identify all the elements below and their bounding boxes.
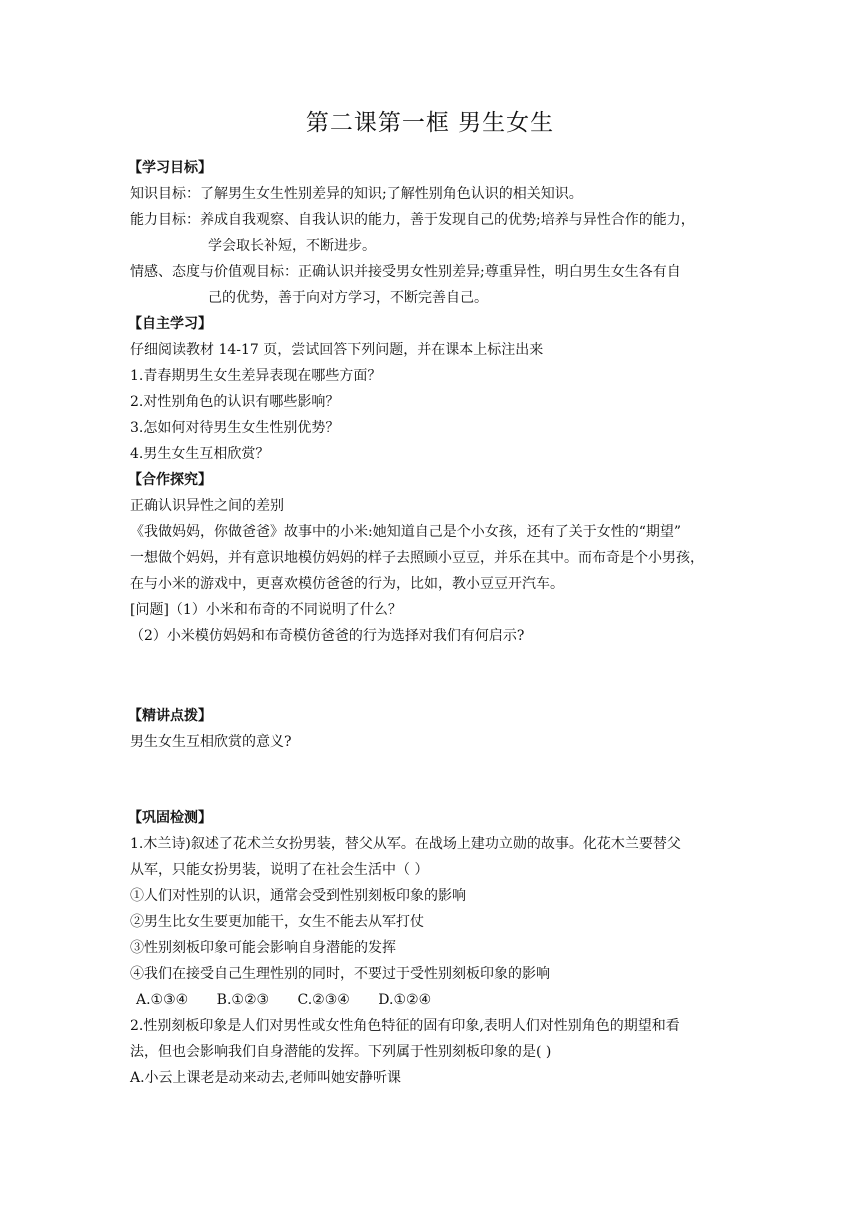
explain-question: 男生女生互相欣赏的意义? (130, 734, 292, 750)
self-study-question-3: 3.怎如何对待男生女生性别优势？ (130, 420, 340, 436)
self-study-question-2: 2.对性别角色的认识有哪些影响？ (130, 394, 340, 410)
option-b: B.①②③ (216, 992, 270, 1008)
option-c: C.②③④ (297, 992, 350, 1008)
check-q1-options (136, 990, 746, 1010)
check-q1-stem: 1.木兰诗)叙述了花术兰女扮男装，替父从军。在战场上建功立勋的故事。化花木兰要替父 (130, 836, 681, 852)
story-line-2: 一想做个妈妈，并有意识地模仿妈妈的样子去照顾小豆豆，并乐在其中。而布奇是个小男孩， (130, 550, 704, 566)
check-q2-stem-continued: 法，但也会影响我们自身潜能的发挥。下列属于性别刻板印象的是( ) (130, 1044, 552, 1060)
check-q1-stem-continued: 从军，只能女扮男装，说明了在社会生活中（ ） (130, 862, 429, 878)
option-d: D.①②④ (378, 992, 432, 1008)
check-heading: 【巩固检测】 (128, 810, 212, 826)
self-study-intro: 仔细阅读教材 14-17 页，尝试回答下列问题，并在课本上标注出来 (130, 342, 544, 358)
page-title: 第二课第一框 男生女生 (305, 110, 555, 136)
attitude-goal-continued: 己的优势，善于向对方学习，不断完善自己。 (208, 290, 488, 306)
self-study-heading: 【自主学习】 (128, 316, 212, 332)
check-q1-statement-3: ③性别刻板印象可能会影响自身潜能的发挥 (130, 940, 396, 956)
explain-heading: 【精讲点拨】 (128, 708, 212, 724)
story-line-1: 《我做妈妈，你做爸爸》故事中的小米:她知道自己是个小女孩，还有了关于女性的“期望” (130, 524, 682, 540)
check-q2-stem: 2.性别刻板印象是人们对男性或女性角色特征的固有印象,表明人们对性别角色的期望和看 (130, 1018, 680, 1034)
check-q1-statement-1: ①人们对性别的认识，通常会受到性别刻板印象的影响 (130, 888, 466, 904)
learning-goals-heading: 【学习目标】 (128, 160, 212, 176)
attitude-goal: 情感、态度与价值观目标：正确认识并接受男女性别差异;尊重异性，明白男生女生各有自 (130, 264, 681, 280)
option-a: A.①③④ (136, 992, 189, 1008)
cooperation-topic: 正确认识异性之间的差别 (130, 498, 284, 514)
self-study-question-4: 4.男生女生互相欣赏？ (130, 446, 270, 462)
discussion-question-2: （2）小米模仿妈妈和布奇模仿爸爸的行为选择对我们有何启示? (130, 628, 525, 644)
check-q1-statement-2: ②男生比女生要更加能干，女生不能去从军打仗 (130, 914, 424, 930)
check-q1-statement-4: ④我们在接受自己生理性别的同时，不要过于受性别刻板印象的影响 (130, 966, 550, 982)
cooperation-heading: 【合作探究】 (128, 472, 212, 488)
story-line-3: 在与小米的游戏中，更喜欢模仿爸爸的行为，比如，教小豆豆开汽车。 (130, 576, 564, 592)
discussion-question-1: [问题]（1）小米和布奇的不同说明了什么？ (130, 602, 402, 618)
check-q2-option-a: A.小云上课老是动来动去,老师叫她安静听课 (130, 1070, 402, 1086)
knowledge-goal: 知识目标：了解男生女生性别差异的知识;了解性别角色认识的相关知识。 (130, 186, 583, 202)
ability-goal-continued: 学会取长补短，不断进步。 (208, 238, 376, 254)
self-study-question-1: 1.青春期男生女生差异表现在哪些方面？ (130, 368, 382, 384)
ability-goal: 能力目标：养成自我观察、自我认识的能力，善于发现自己的优势;培养与异性合作的能力， (130, 212, 695, 228)
